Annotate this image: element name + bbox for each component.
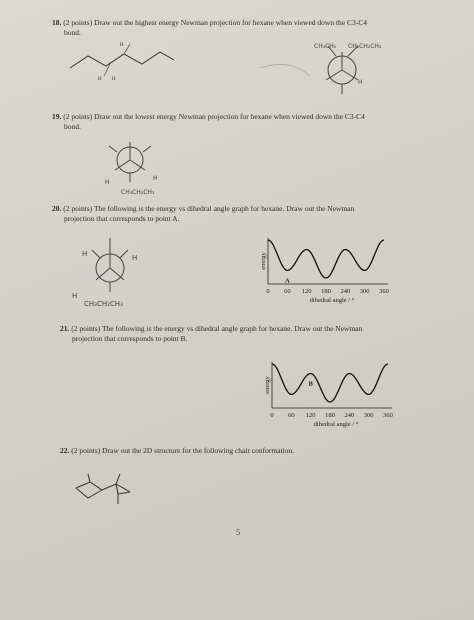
energy-curve: [268, 240, 384, 278]
x-tick-label: 0: [270, 412, 274, 419]
x-axis-label: dihedral angle / °: [309, 297, 355, 304]
page-number: 5: [236, 528, 240, 537]
question-number: 22.: [60, 446, 70, 455]
chart-point-b: [262, 352, 412, 432]
x-tick-label: 240: [344, 412, 355, 419]
x-tick-label: 60: [288, 412, 295, 419]
svg-text:H: H: [120, 43, 124, 48]
x-tick-label: 180: [325, 412, 335, 419]
x-tick-label: 0: [266, 288, 270, 295]
x-tick-label: 120: [305, 412, 316, 419]
question-22: [60, 446, 430, 456]
q19-bottom-label: CH₃CH₂CH₃: [121, 189, 155, 196]
question-text-cont: projection that corresponds to point A.: [64, 214, 180, 223]
question-number: 20.: [52, 204, 62, 213]
question-number: 18.: [52, 18, 62, 27]
svg-text:H: H: [112, 77, 116, 82]
q20-h-bottom: H: [72, 292, 78, 300]
question-21: [60, 324, 430, 344]
y-axis-label: energy: [264, 376, 271, 394]
question-20: [52, 204, 432, 224]
question-text-cont: bond.: [64, 28, 81, 37]
x-tick-label: 300: [359, 288, 370, 295]
q19-h-label: H: [105, 179, 110, 186]
x-tick-label: 300: [363, 412, 374, 419]
question-text-cont: projection that corresponds to point B.: [72, 334, 188, 343]
q20-newman-drawing: [70, 232, 170, 312]
question-number: 19.: [52, 112, 62, 121]
question-text: (2 points) The following is the energy vs dihedral angle graph for hexane. Draw out the Newman: [71, 324, 363, 333]
question-18: [52, 18, 432, 38]
question-number: 21.: [60, 324, 70, 333]
question-text: (2 points) Draw out the 2D structure for the following chair conformation.: [71, 446, 295, 455]
q18-h-label: H: [358, 79, 363, 86]
x-axis-label: dihedral angle / °: [313, 421, 359, 428]
q18-newman-drawing: [250, 40, 400, 100]
svg-text:H: H: [98, 77, 102, 82]
x-tick-label: 120: [301, 288, 312, 295]
q19-h-label-right: H: [153, 175, 158, 182]
q19-newman-drawing: [95, 140, 185, 200]
x-tick-label: 180: [321, 288, 331, 295]
question-text: (2 points) The following is the energy vs dihedral angle graph for hexane. Draw out the Newman: [63, 204, 355, 213]
point-annotation: A: [284, 277, 290, 285]
y-axis-label: energy: [260, 252, 267, 270]
q20-h-right: H: [132, 254, 138, 262]
q20-bottom-label: CH₃CH₂CH₃: [84, 300, 123, 308]
point-annotation: B: [308, 380, 313, 388]
x-tick-label: 360: [383, 412, 393, 419]
chair-conformation: [72, 470, 142, 510]
q18-skeletal-structure: [70, 40, 180, 85]
q18-right-label: CH₂CH₂CH₃: [348, 43, 382, 50]
q18-left-label: CH₃CH₂: [314, 43, 337, 50]
question-text-cont: bond.: [64, 122, 81, 131]
x-tick-label: 60: [284, 288, 291, 295]
chart-point-a: [258, 228, 408, 308]
question-text: (2 points) Draw out the highest energy Newman projection for hexane when viewed down the C3-C4: [63, 18, 367, 27]
question-19: [52, 112, 432, 132]
x-tick-label: 360: [379, 288, 389, 295]
energy-curve: [272, 364, 388, 402]
x-tick-label: 240: [340, 288, 351, 295]
question-text: (2 points) Draw out the lowest energy Newman projection for hexane when viewed down the C3-C4: [63, 112, 365, 121]
q20-h-left: H: [82, 250, 88, 258]
